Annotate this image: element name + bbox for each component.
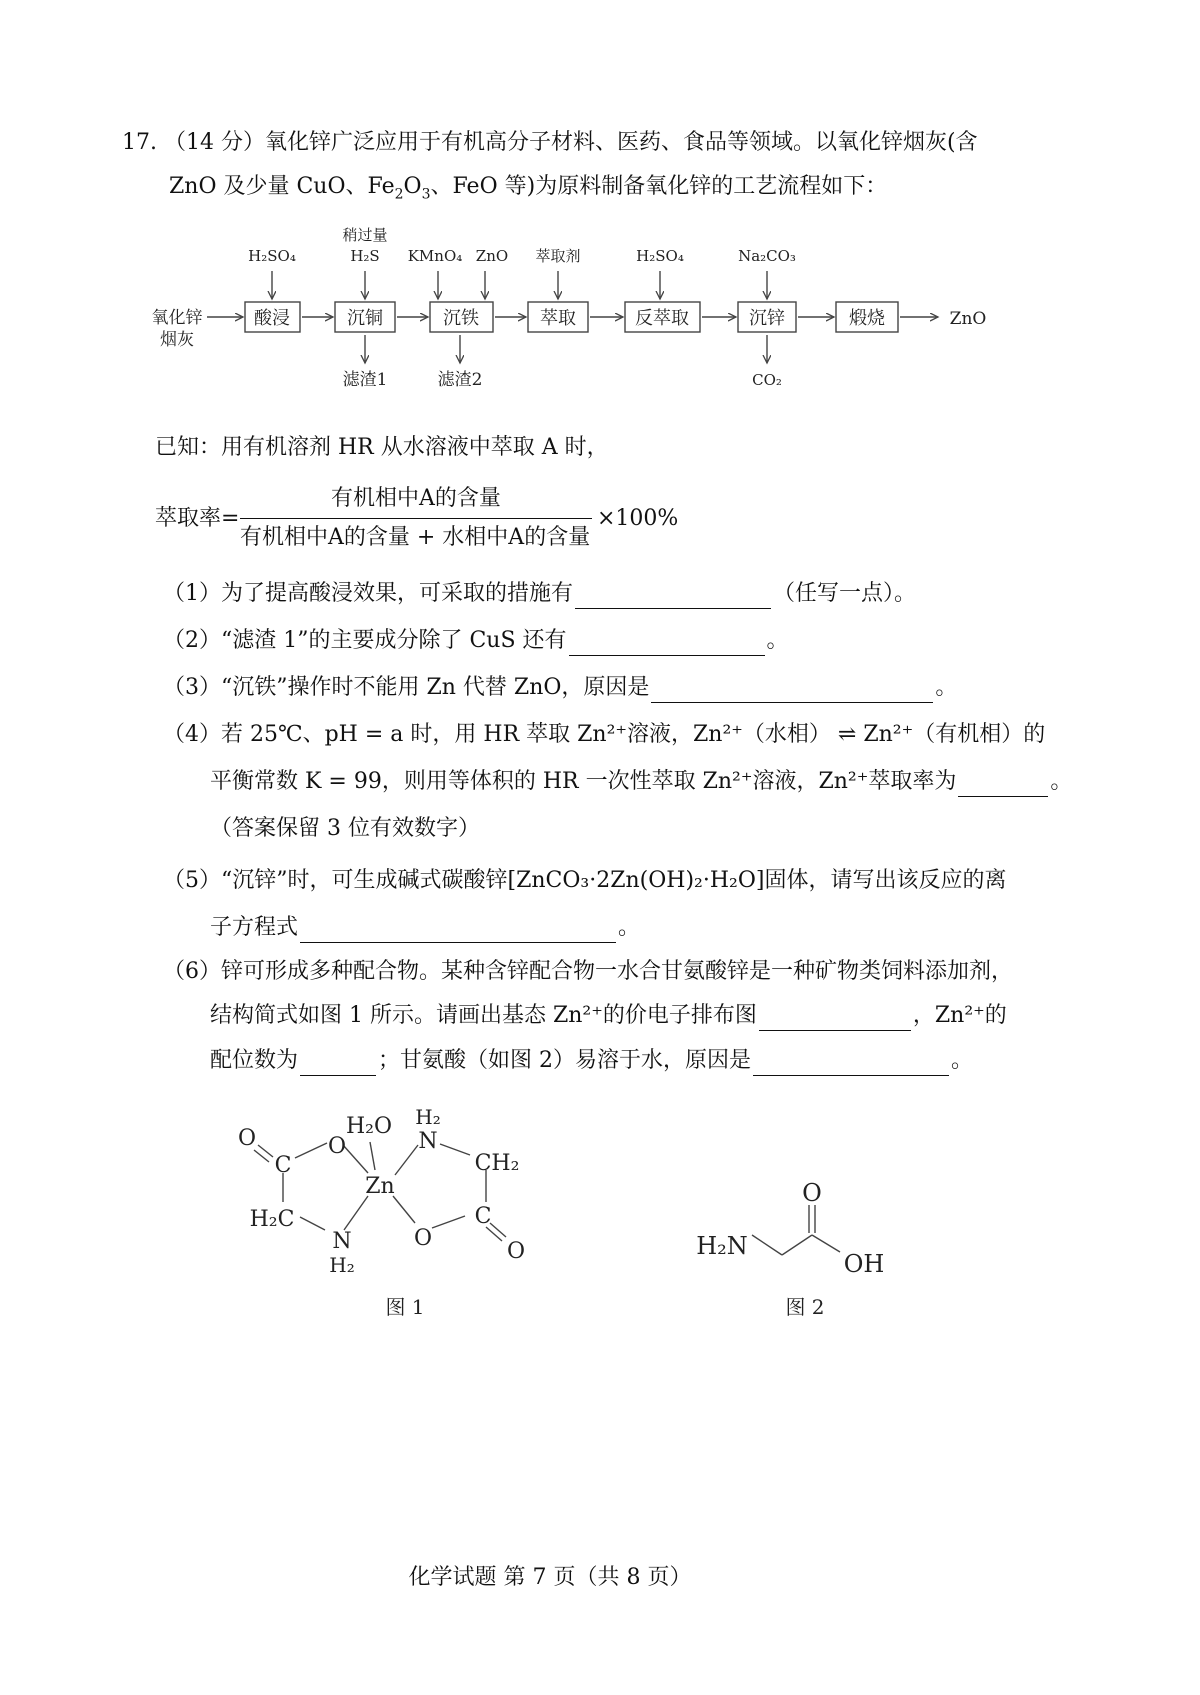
output-co2: CO₂ bbox=[752, 371, 782, 389]
question-4-line3: （答案保留 3 位有效数字） bbox=[210, 816, 480, 841]
reagent-h2s: H₂S bbox=[350, 247, 380, 265]
step-acid-leach: 酸浸 bbox=[254, 308, 290, 329]
answer-blank-2[interactable] bbox=[569, 633, 765, 656]
flow-end-product: ZnO bbox=[949, 309, 987, 329]
reagent-h2so4-1: H₂SO₄ bbox=[248, 247, 296, 265]
fig2-amine: H₂N bbox=[696, 1232, 748, 1260]
output-residue1: 滤渣1 bbox=[342, 370, 388, 390]
fig1-atom-o-2: O bbox=[413, 1226, 433, 1251]
formula-numerator: 有机相中A的含量 bbox=[331, 486, 501, 511]
answer-blank-6a[interactable] bbox=[759, 1008, 911, 1031]
formula-tail: ×100% bbox=[597, 506, 679, 531]
fig1-atom-ch2-top: CH₂ bbox=[474, 1151, 520, 1176]
output-residue2: 滤渣2 bbox=[437, 370, 483, 390]
fig1-water: H₂O bbox=[345, 1114, 393, 1139]
question-6-line3: 配位数为 ；甘氨酸（如图 2）易溶于水，原因是 。 bbox=[210, 1046, 973, 1076]
reagent-extractant: 萃取剂 bbox=[535, 247, 581, 265]
question-17-line2: ZnO 及少量 CuO、$Fe_2O_3$、FeO 等)为原料制备氧化锌的工艺流程如下： bbox=[169, 174, 888, 203]
step-iron-precip: 沉铁 bbox=[443, 308, 479, 329]
reagent-h2so4-2: H₂SO₄ bbox=[636, 247, 684, 265]
question-3: （3）“沉铁”操作时不能用 Zn 代替 ZnO，原因是 。 bbox=[163, 673, 957, 703]
question-6-line2: 结构简式如图 1 所示。请画出基态 Zn²⁺的价电子排布图 ，Zn²⁺的 bbox=[210, 1001, 1007, 1031]
question-17-line1: 17. （14 分）氧化锌广泛应用于有机高分子材料、医药、食品等领域。以氧化锌烟灰(含 bbox=[122, 130, 978, 155]
step-extraction: 萃取 bbox=[540, 308, 576, 329]
fig1-atom-zn: Zn bbox=[365, 1174, 395, 1199]
page-footer: 化学试题 第 7 页（共 8 页） bbox=[408, 1565, 692, 1590]
answer-blank-3[interactable] bbox=[651, 680, 933, 703]
fig1-atom-o-double-1: O bbox=[237, 1126, 257, 1151]
formula-lhs: 萃取率= bbox=[155, 506, 240, 531]
structure-figures bbox=[0, 1090, 1200, 1340]
process-flow-diagram bbox=[0, 215, 1200, 400]
step-copper-precip: 沉铜 bbox=[347, 308, 383, 329]
fig1-atom-h2-top: H₂ bbox=[415, 1105, 441, 1129]
fig1-atom-n-top: N bbox=[418, 1129, 438, 1154]
fig2-carbonyl-o: O bbox=[802, 1179, 822, 1207]
formula-fraction-bar bbox=[240, 518, 592, 519]
figure-2-structure bbox=[696, 1179, 884, 1278]
flow-start-label-1: 氧化锌 bbox=[151, 308, 203, 328]
reagent-slight-excess: 稍过量 bbox=[342, 226, 388, 244]
answer-blank-4[interactable] bbox=[958, 774, 1048, 797]
question-5-line2: 子方程式 。 bbox=[210, 913, 640, 943]
question-4-line1: （4）若 25℃、pH = a 时，用 HR 萃取 Zn²⁺溶液，Zn²⁺（水相） ⇌ Zn²⁺（有机相）的 bbox=[163, 722, 1046, 747]
fig1-atom-c-2: C bbox=[474, 1204, 492, 1229]
answer-blank-6b[interactable] bbox=[300, 1053, 376, 1076]
figure-1-structure bbox=[238, 1105, 525, 1277]
flow-start-label-2: 烟灰 bbox=[160, 330, 194, 350]
question-5-line1: （5）“沉锌”时，可生成碱式碳酸锌[ZnCO₃·2Zn(OH)₂·H₂O]固体，请写出该反应的离 bbox=[163, 868, 1007, 893]
answer-blank-5[interactable] bbox=[300, 920, 616, 943]
question-1: （1）为了提高酸浸效果，可采取的措施有 （任写一点）。 bbox=[163, 579, 916, 609]
fig2-hydroxyl: OH bbox=[843, 1250, 885, 1278]
figure-2-caption: 图 2 bbox=[785, 1295, 825, 1319]
answer-blank-6c[interactable] bbox=[753, 1053, 949, 1076]
fig1-atom-o-1: O bbox=[327, 1134, 347, 1159]
question-2: （2）“滤渣 1”的主要成分除了 CuS 还有 。 bbox=[163, 626, 789, 656]
step-back-extraction: 反萃取 bbox=[635, 308, 689, 329]
figure-1-caption: 图 1 bbox=[385, 1295, 425, 1319]
step-calcination: 煅烧 bbox=[849, 308, 885, 329]
fig1-atom-h2-bottom: H₂ bbox=[329, 1253, 355, 1277]
fig1-atom-o-double-2: O bbox=[506, 1239, 526, 1264]
formula-denominator: 有机相中A的含量 + 水相中A的含量 bbox=[240, 525, 591, 550]
step-zinc-precip: 沉锌 bbox=[749, 308, 785, 329]
question-6-line1: （6）锌可形成多种配合物。某种含锌配合物一水合甘氨酸锌是一种矿物类饲料添加剂， bbox=[163, 959, 1013, 984]
reagent-na2co3: Na₂CO₃ bbox=[738, 247, 796, 265]
reagent-zno: ZnO bbox=[475, 247, 509, 265]
fig1-atom-n-bottom: N bbox=[332, 1229, 352, 1254]
question-4-line2: 平衡常数 K = 99，则用等体积的 HR 一次性萃取 Zn²⁺溶液，Zn²⁺萃取率为 。 bbox=[210, 767, 1072, 797]
known-statement: 已知：用有机溶剂 HR 从水溶液中萃取 A 时， bbox=[155, 435, 609, 460]
reagent-kmno4: KMnO₄ bbox=[407, 247, 463, 265]
fig1-atom-c-1: C bbox=[274, 1153, 292, 1178]
fig1-atom-h2c: H₂C bbox=[249, 1207, 295, 1232]
answer-blank-1[interactable] bbox=[575, 586, 771, 609]
